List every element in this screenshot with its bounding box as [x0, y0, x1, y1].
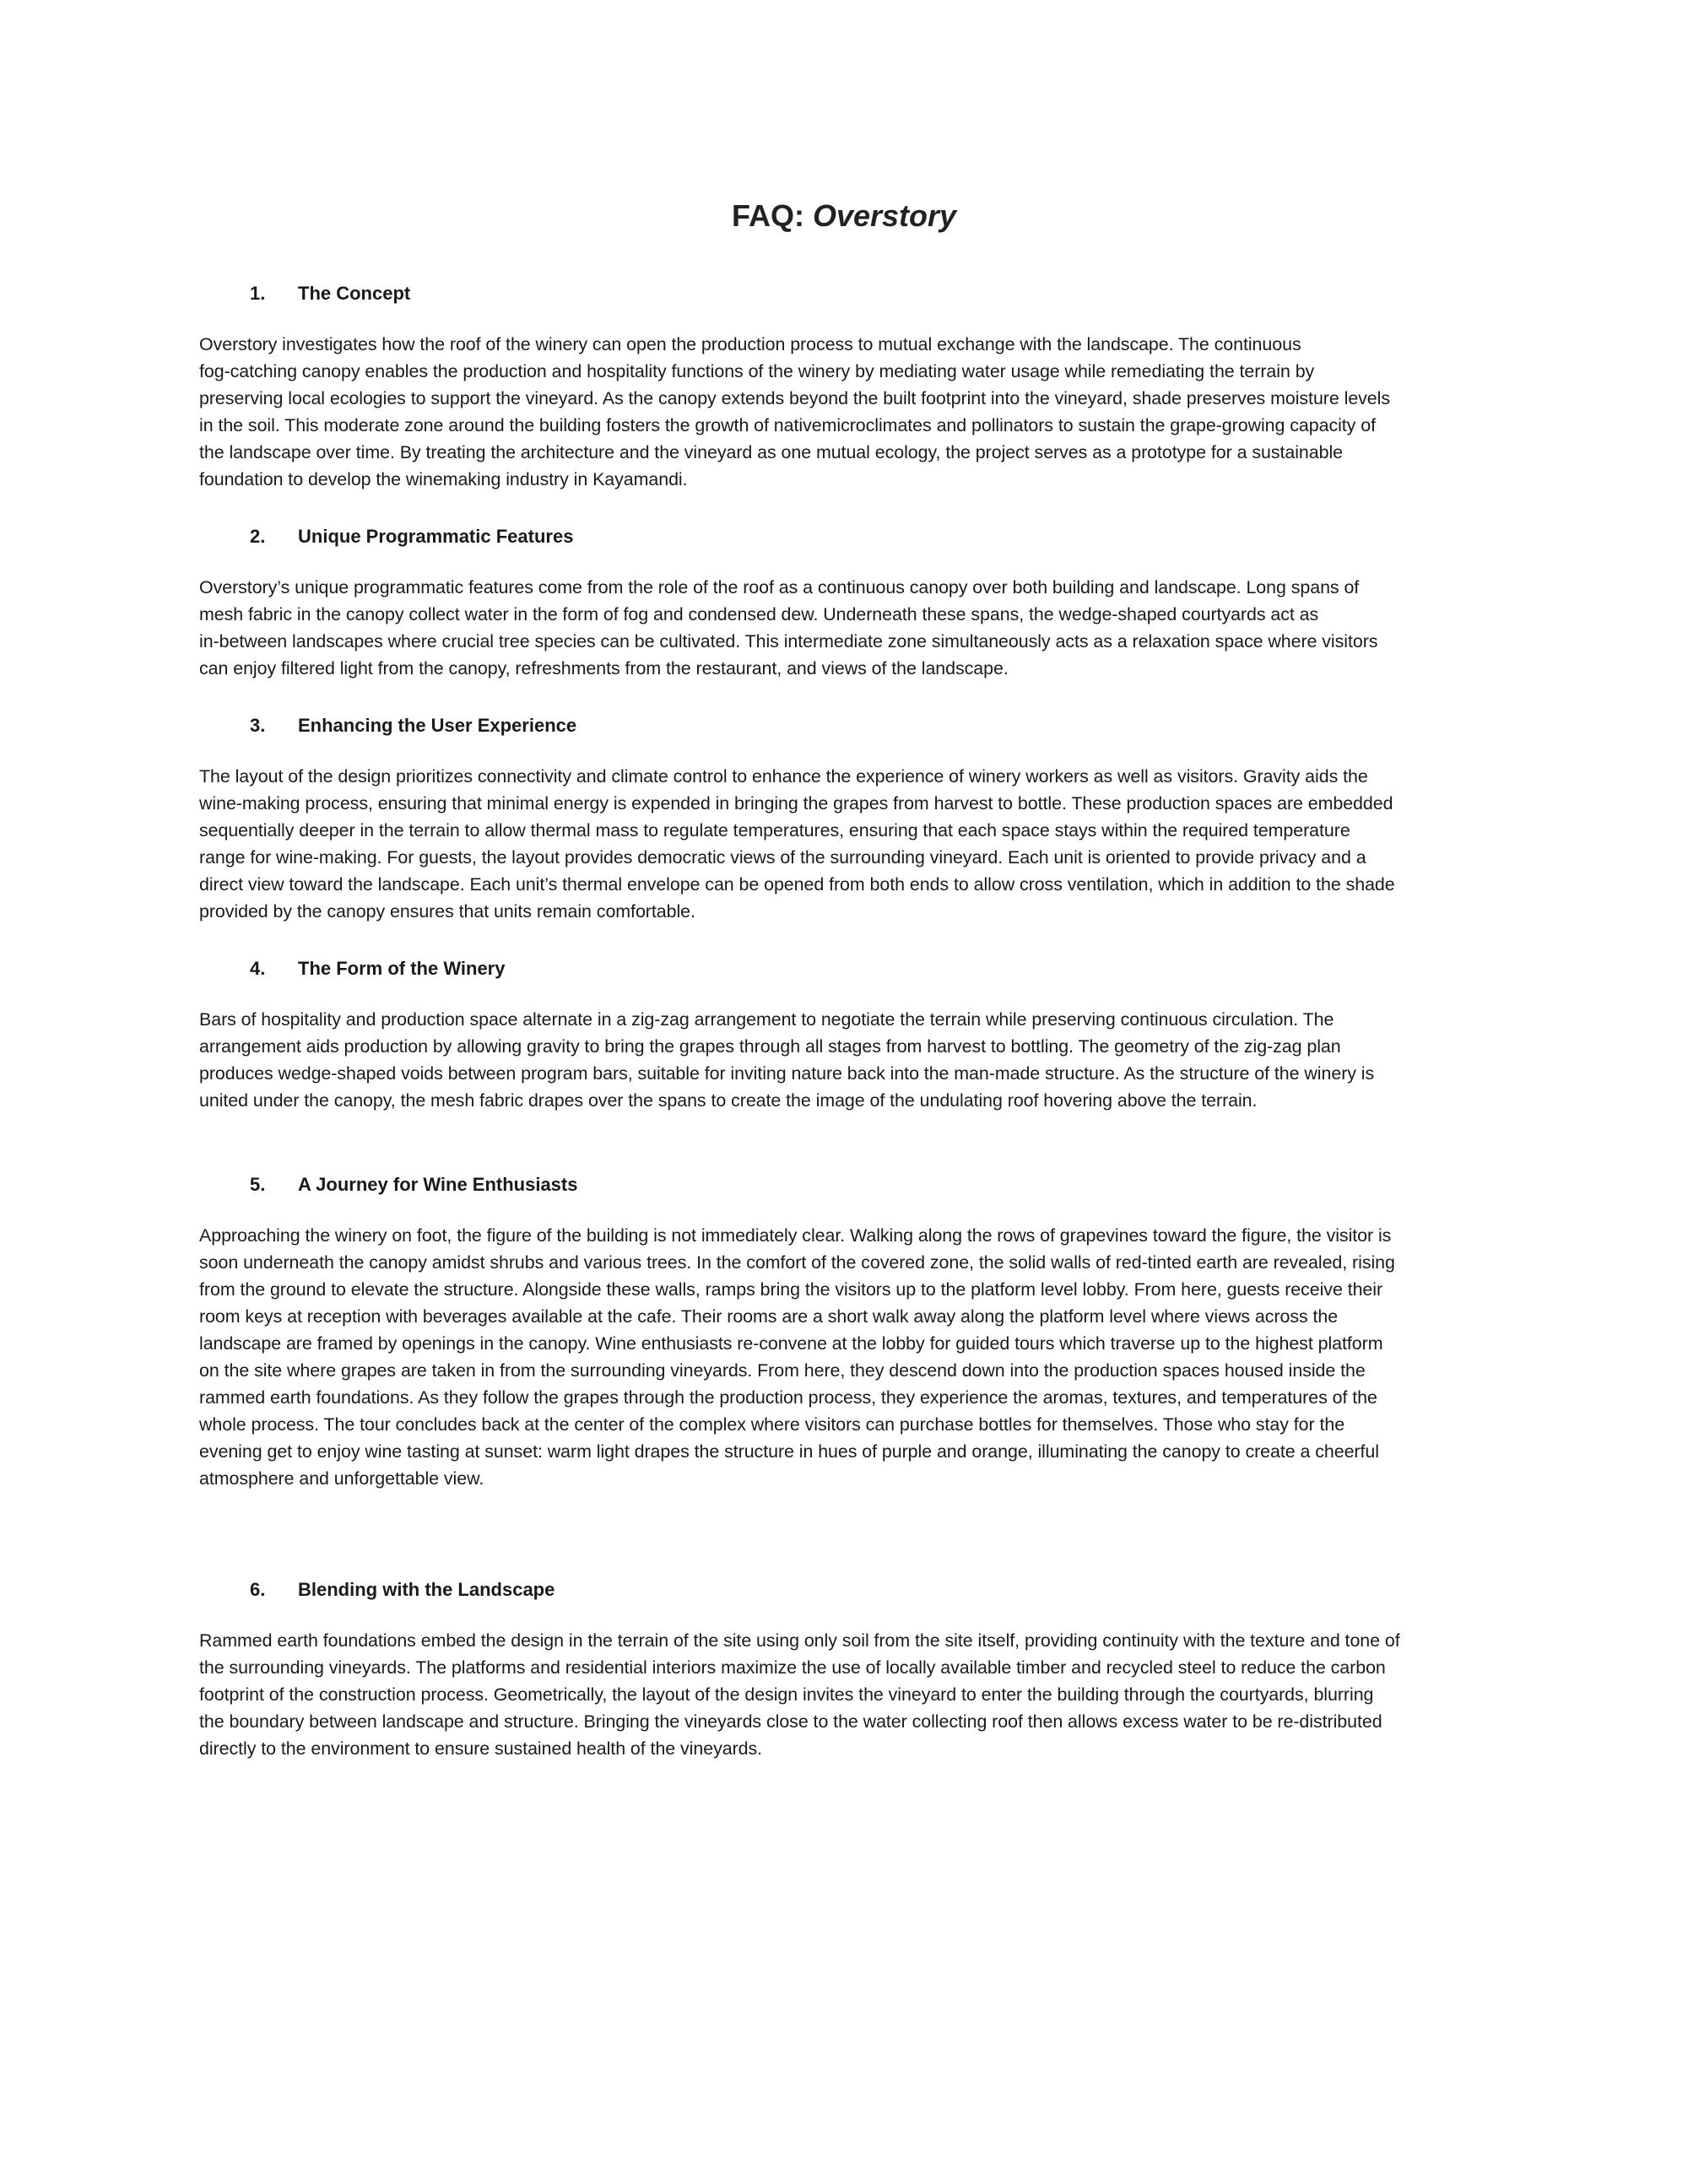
body-line: united under the canopy, the mesh fabric drapes over the spans to create the image of the undulating roof hovering above the terrain. — [199, 1090, 1258, 1111]
section-enhancing-the-user-experience — [199, 711, 1499, 925]
section-body — [199, 1222, 1499, 1492]
body-line: preserving local ecologies to support the vineyard. As the canopy extends beyond the built footprint into the vineyard, shade preserves moisture levels — [199, 388, 1391, 408]
section-unique-programmatic-features — [199, 522, 1499, 682]
body-line: soon underneath the canopy amidst shrubs and various trees. In the comfort of the covered zone, the solid walls of red-tinted earth are revealed, rising — [199, 1252, 1395, 1273]
body-line: Bars of hospitality and production space alternate in a zig-zag arrangement to negotiate the terrain while preserving continuous circulation. The — [199, 1009, 1334, 1030]
section-heading — [199, 1575, 1499, 1605]
body-line: fog-catching canopy enables the production and hospitality functions of the winery by mediating water usage while remediating the terrain by — [199, 361, 1315, 381]
body-line: rammed earth foundations. As they follow the grapes through the production process, they experience the aromas, textures, and temperatures of the — [199, 1387, 1377, 1408]
section-title: The Form of the Winery — [298, 958, 506, 979]
body-line: the surrounding vineyards. The platforms and residential interiors maximize the use of locally available timber and recycled steel to reduce the carbon — [199, 1657, 1386, 1678]
section-title: Unique Programmatic Features — [298, 526, 574, 547]
body-line: the landscape over time. By treating the architecture and the vineyard as one mutual ecology, the project serves as a prototype for a sustainable — [199, 442, 1344, 462]
section-blending-with-the-landscape — [199, 1575, 1499, 1762]
section-the-form-of-the-winery — [199, 954, 1499, 1114]
section-body — [199, 763, 1499, 925]
section-number: 2. — [250, 526, 266, 547]
page-title — [0, 196, 1688, 236]
body-line: provided by the canopy ensures that units remain comfortable. — [199, 901, 695, 922]
section-number: 1. — [250, 283, 266, 304]
body-line: foundation to develop the winemaking industry in Kayamandi. — [199, 469, 688, 489]
body-line: wine-making process, ensuring that minimal energy is expended in bringing the grapes from harvest to bottle. These production spaces are embedded — [199, 793, 1393, 814]
section-heading — [199, 522, 1499, 552]
body-line: directly to the environment to ensure sustained health of the vineyards. — [199, 1738, 763, 1759]
title-prefix: FAQ: — [731, 198, 813, 233]
section-body — [199, 1627, 1499, 1762]
body-line: Approaching the winery on foot, the figure of the building is not immediately clear. Walking along the rows of grapevines toward the figure, the visitor is — [199, 1225, 1392, 1246]
body-line: Rammed earth foundations embed the design in the terrain of the site using only soil from the site itself, providing continuity with the texture and tone of — [199, 1630, 1400, 1651]
body-line: Overstory’s unique programmatic features come from the role of the roof as a continuous canopy over both building and landscape. Long spans of — [199, 577, 1360, 597]
body-line: whole process. The tour concludes back at the center of the complex where visitors can purchase bottles for themselves. Those who stay for the — [199, 1414, 1345, 1435]
section-a-journey-for-wine-enthusiasts — [199, 1170, 1499, 1492]
body-line: the boundary between landscape and structure. Bringing the vineyards close to the water collecting roof then allows excess water to be re-distributed — [199, 1711, 1382, 1732]
body-line: footprint of the construction process. Geometrically, the layout of the design invites the vineyard to enter the building through the courtyards, blurring — [199, 1684, 1374, 1705]
body-line: can enjoy filtered light from the canopy, refreshments from the restaurant, and views of the landscape. — [199, 658, 1009, 678]
section-number: 6. — [250, 1579, 266, 1600]
body-line: room keys at reception with beverages available at the cafe. Their rooms are a short walk away along the platform level where views across the — [199, 1306, 1339, 1327]
section-heading — [199, 278, 1499, 309]
body-line: range for wine-making. For guests, the layout provides democratic views of the surrounding vineyard. Each unit is oriented to provide privacy and a — [199, 847, 1366, 868]
body-line: from the ground to elevate the structure. Alongside these walls, ramps bring the visitors up to the platform level lobby. From here, guests receive their — [199, 1279, 1383, 1300]
section-body — [199, 1006, 1499, 1114]
section-number: 3. — [250, 715, 266, 736]
section-title: A Journey for Wine Enthusiasts — [298, 1174, 578, 1195]
section-heading — [199, 954, 1499, 984]
body-line: in the soil. This moderate zone around the building fosters the growth of nativemicroclimates and pollinators to sustain the grape-growing capacity of — [199, 415, 1376, 435]
body-line: evening get to enjoy wine tasting at sunset: warm light drapes the structure in hues of purple and orange, illuminating the canopy to create a cheerful — [199, 1441, 1379, 1462]
body-line: arrangement aids production by allowing gravity to bring the grapes through all stages from harvest to bottling. The geometry of the zig-zag plan — [199, 1036, 1341, 1057]
body-line: The layout of the design prioritizes connectivity and climate control to enhance the experience of winery workers as well as visitors. Gravity aids the — [199, 766, 1368, 787]
body-line: sequentially deeper in the terrain to allow thermal mass to regulate temperatures, ensuring that each space stays within the required temperature — [199, 820, 1350, 841]
body-line: on the site where grapes are taken in from the surrounding vineyards. From here, they descend down into the production spaces housed inside the — [199, 1360, 1366, 1381]
body-line: Overstory investigates how the roof of the winery can open the production process to mutual exchange with the landscape. The continuous — [199, 334, 1301, 354]
body-line: direct view toward the landscape. Each unit’s thermal envelope can be opened from both ends to allow cross ventilation, which in addition to the shade — [199, 874, 1395, 895]
section-number: 5. — [250, 1174, 266, 1195]
section-heading — [199, 711, 1499, 741]
title-italic: Overstory — [812, 198, 957, 233]
section-title: Enhancing the User Experience — [298, 715, 577, 736]
body-line: mesh fabric in the canopy collect water in the form of fog and condensed dew. Underneath these spans, the wedge-shaped courtyards act as — [199, 604, 1319, 624]
body-line: in-between landscapes where crucial tree species can be cultivated. This intermediate zone simultaneously acts as a relaxation space where visitors — [199, 631, 1378, 651]
body-line: atmosphere and unforgettable view. — [199, 1468, 484, 1489]
body-line: produces wedge-shaped voids between program bars, suitable for inviting nature back into the man-made structure. As the structure of the winery is — [199, 1063, 1375, 1084]
section-body — [199, 574, 1499, 682]
section-number: 4. — [250, 958, 266, 979]
section-title: Blending with the Landscape — [298, 1579, 555, 1600]
section-title: The Concept — [298, 283, 411, 304]
section-body — [199, 331, 1499, 493]
section-heading — [199, 1170, 1499, 1200]
body-line: landscape are framed by openings in the canopy. Wine enthusiasts re-convene at the lobby for guided tours which traverse up to the highest platform — [199, 1333, 1383, 1354]
section-the-concept — [199, 278, 1499, 493]
